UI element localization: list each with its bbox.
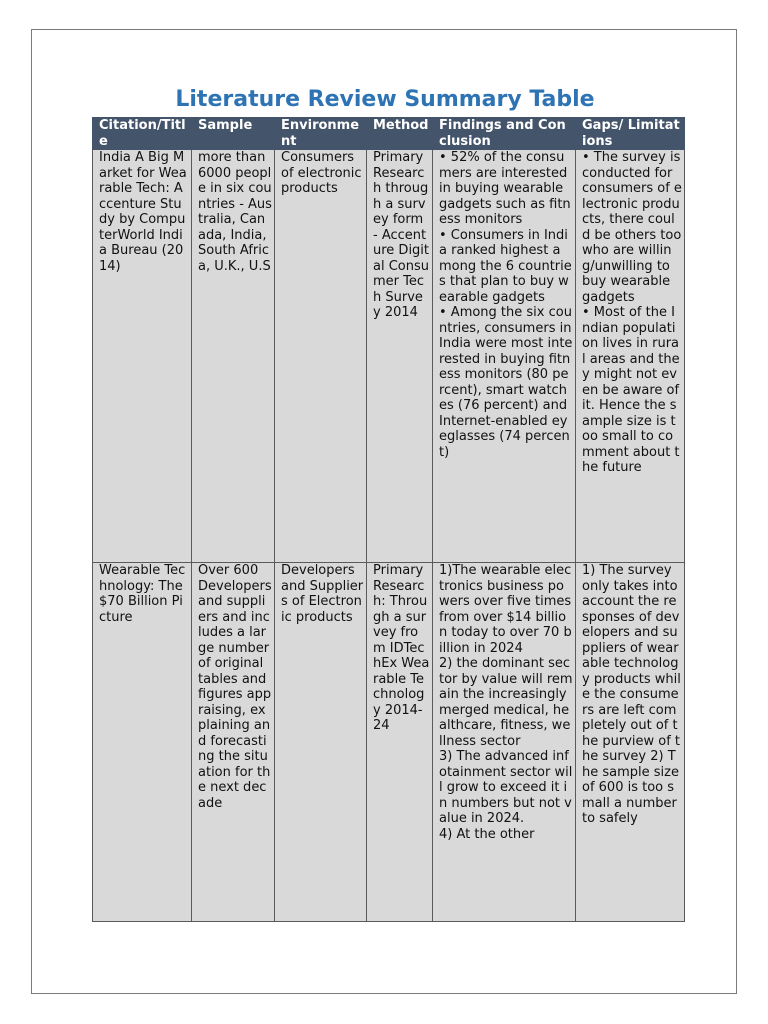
cell-findings xyxy=(433,150,576,563)
cell-gaps xyxy=(576,150,685,563)
header-environment: Environment xyxy=(275,118,367,150)
cell-citation xyxy=(93,563,192,922)
document-page xyxy=(31,29,737,994)
literature-review-table xyxy=(92,117,685,922)
cell-environment xyxy=(275,563,367,922)
table-row xyxy=(93,150,685,563)
cell-sample xyxy=(192,150,275,563)
header-method: Method xyxy=(367,118,433,150)
cell-environment xyxy=(275,150,367,563)
header-gaps: Gaps/ Limitations xyxy=(576,118,685,150)
cell-text: • The survey is conducted for consumers of electronic products, there could be others too who are willing/unwilling to buy wearable gadgets • Most of the Indian population lives in rural areas and they might not even be aware of it. Hence the sample size is too small to comment about the future xyxy=(582,150,682,475)
cell-text: Primary Research: Through a survey from IDTechEx Wearable Technology 2014-24 xyxy=(373,563,430,733)
cell-sample xyxy=(192,563,275,922)
header-citation: Citation/Title xyxy=(93,118,192,150)
cell-text: India A Big Market for Wearable Tech: Accenture Study by ComputerWorld India Bureau (2014) xyxy=(99,150,187,274)
header-sample: Sample xyxy=(192,118,275,150)
cell-findings xyxy=(433,563,576,922)
cell-text: Wearable Technology: The $70 Billion Picture xyxy=(99,563,186,625)
cell-text: more than 6000 people in six countries - Australia, Canada, India, South Africa, U.K., U.S xyxy=(198,150,272,274)
cell-text: 1)The wearable electronics business powers over five times from over $14 billion today to over 70 billion in 2024 2) the dominant sector by value will remain the increasingly merged medical, healthcare, fitness, wellness sector 3) The advanced infotainment sector will grow to exceed it in numbers but not value in 2024. 4) At the other xyxy=(439,563,573,842)
header-findings: Findings and Conclusion xyxy=(433,118,576,150)
cell-method xyxy=(367,563,433,922)
cell-text: 1) The survey only takes into account the responses of developers and suppliers of wearable technology products while the consumers are left completely out of the purview of the survey 2) The sample size of 600 is too small a number to safely xyxy=(582,563,681,826)
cell-text: Consumers of electronic products xyxy=(281,150,362,196)
table-row xyxy=(93,563,685,922)
document-title: Literature Review Summary Table xyxy=(175,87,595,112)
cell-text: Developers and Suppliers of Electronic products xyxy=(281,563,364,625)
cell-gaps xyxy=(576,563,685,922)
table-header-row xyxy=(93,118,685,150)
cell-text: Primary Research through a survey form - Accenture Digital Consumer Tech Survey 2014 xyxy=(373,150,430,320)
cell-text: Over 600 Developers and suppliers and includes a large number of original tables and figures appraising, explaining and forecasting the situation for the next decade xyxy=(198,563,272,811)
cell-text: • 52% of the consumers are interested in buying wearable gadgets such as fitness monitors • Consumers in India ranked highest among the 6 countries that plan to buy wearable gadgets • Among the six countries, consumers in India were most interested in buying fitness monitors (80 percent), smart watches (76 percent) and Internet-enabled eyeglasses (74 percent) xyxy=(439,150,573,460)
cell-citation xyxy=(93,150,192,563)
cell-method xyxy=(367,150,433,563)
